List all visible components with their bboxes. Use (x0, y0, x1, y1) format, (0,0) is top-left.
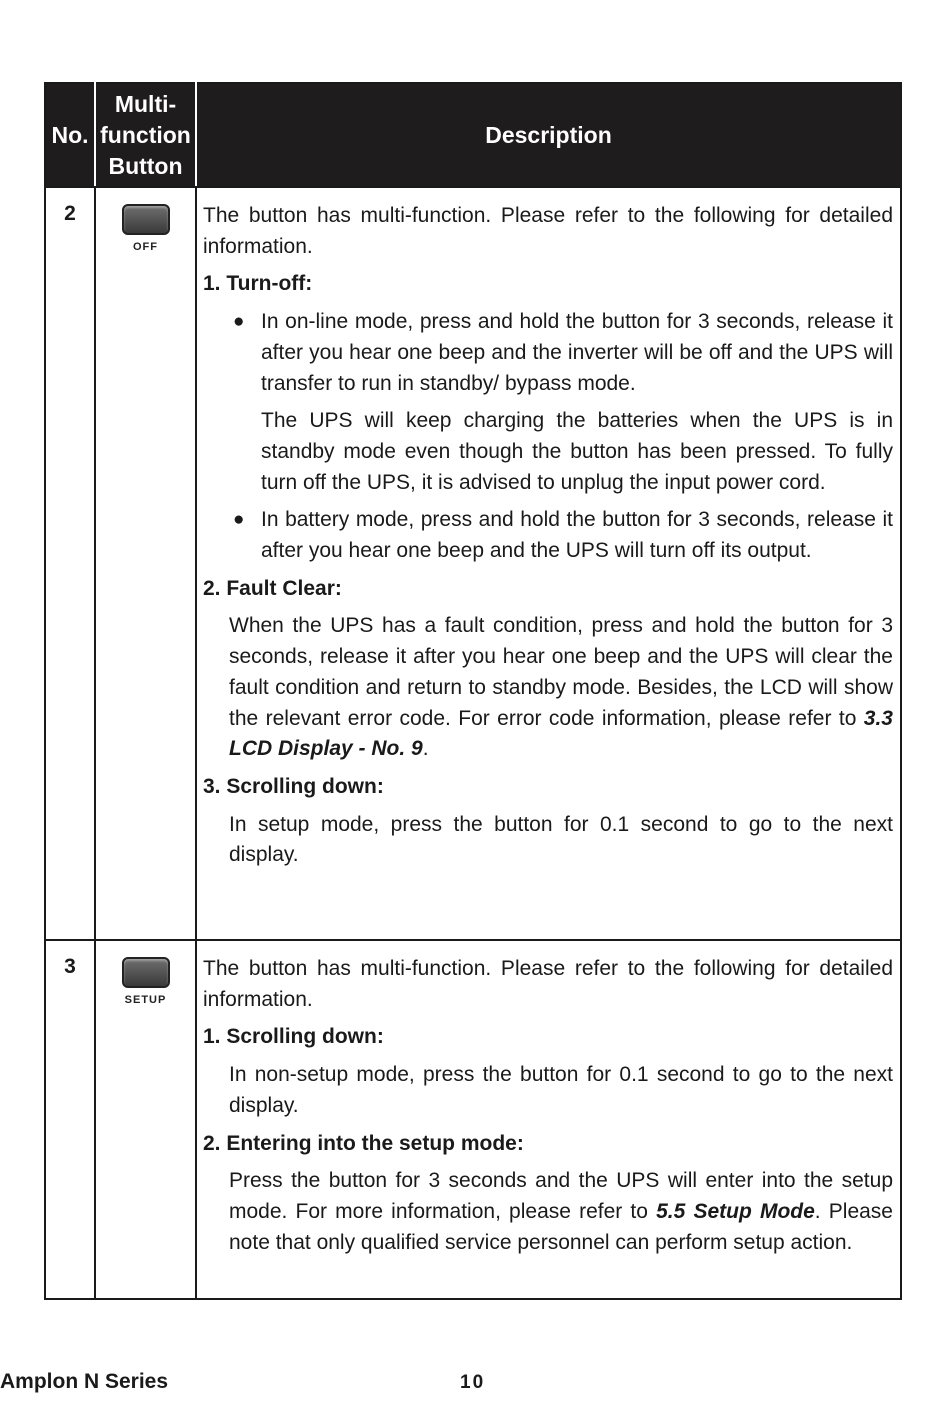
intro-text: The button has multi-function. Please refer to the following for detailed information. (203, 204, 893, 258)
setup-button-icon (122, 957, 170, 988)
function-button-table (44, 82, 902, 1300)
setup-mode-end: . Please note that only qualified service personnel can perform setup action. (229, 1199, 893, 1254)
bullet-item (203, 307, 893, 399)
row-number: 2 (45, 187, 95, 940)
row-number: 3 (45, 940, 95, 1299)
setup-mode-text (203, 1166, 893, 1258)
header-button-line3: Button (108, 152, 183, 179)
button-cell (95, 187, 196, 940)
header-button-line2: function (100, 121, 191, 148)
fault-clear-body: When the UPS has a fault condition, press and hold the button for 3 seconds, release it after you hear one beep and the UPS will clear the fault condition and return to standby mode. Besides, the LCD will show the relevant error code. For error code information, please refer to (229, 614, 893, 730)
bullet-text: In on-line mode, press and hold the button for 3 seconds, release it after you hear one beep and the inverter will be off and the UPS will transfer to run in standby/ bypass mode. (261, 310, 893, 395)
bullet-icon: ● (233, 311, 245, 333)
button-cell (95, 940, 196, 1299)
reference-lcd-display: 3.3 LCD Display - No. 9 (229, 706, 893, 761)
reference-setup-mode: 5.5 Setup Mode (656, 1199, 815, 1223)
bullet-continuation: The UPS will keep charging the batteries when the UPS is in standby mode even though the button has been pressed. To fully turn off the UPS, it is advised to unplug the input power cord. (261, 409, 893, 494)
bullet-text: In battery mode, press and hold the button for 3 seconds, release it after you hear one beep and the UPS will turn off its output. (261, 508, 893, 563)
description-cell (196, 940, 901, 1299)
off-button-icon (122, 204, 170, 235)
table-row (45, 940, 901, 1299)
section-title-fault-clear: 2. Fault Clear: (203, 576, 342, 600)
section-title-setup-mode: 2. Entering into the setup mode: (203, 1131, 524, 1155)
footer-product-series: Amplon N Series (0, 1370, 169, 1393)
intro-text: The button has multi-function. Please refer to the following for detailed information. (203, 957, 893, 1011)
footer-page-number: 10 (460, 1372, 486, 1393)
setup-mode-body: Press the button for 3 seconds and the UPS will enter into the setup mode. For more information, please refer to (229, 1169, 893, 1223)
table-header-row (45, 83, 901, 187)
header-button-line1: Multi- (114, 90, 177, 117)
table-row (45, 187, 901, 940)
scrolling-down-text: In setup mode, press the button for 0.1 second to go to the next display. (229, 812, 893, 867)
bullet-icon: ● (233, 509, 245, 531)
scrolling-down-text: In non-setup mode, press the button for 0.1 second to go to the next display. (229, 1063, 893, 1117)
off-button-label: OFF (133, 241, 158, 253)
description-cell (196, 187, 901, 940)
section-title-scrolling-down: 1. Scrolling down: (203, 1025, 384, 1049)
section-title-scrolling-down: 3. Scrolling down: (203, 774, 384, 798)
bullet-item (203, 505, 893, 566)
fault-clear-text (203, 611, 893, 765)
setup-button-label: SETUP (124, 994, 167, 1006)
header-no: No. (45, 83, 95, 187)
header-multifunction-button (95, 83, 196, 187)
section-title-turn-off: 1. Turn-off: (203, 272, 313, 296)
header-description: Description (196, 83, 901, 187)
fault-clear-end: . (422, 737, 429, 761)
